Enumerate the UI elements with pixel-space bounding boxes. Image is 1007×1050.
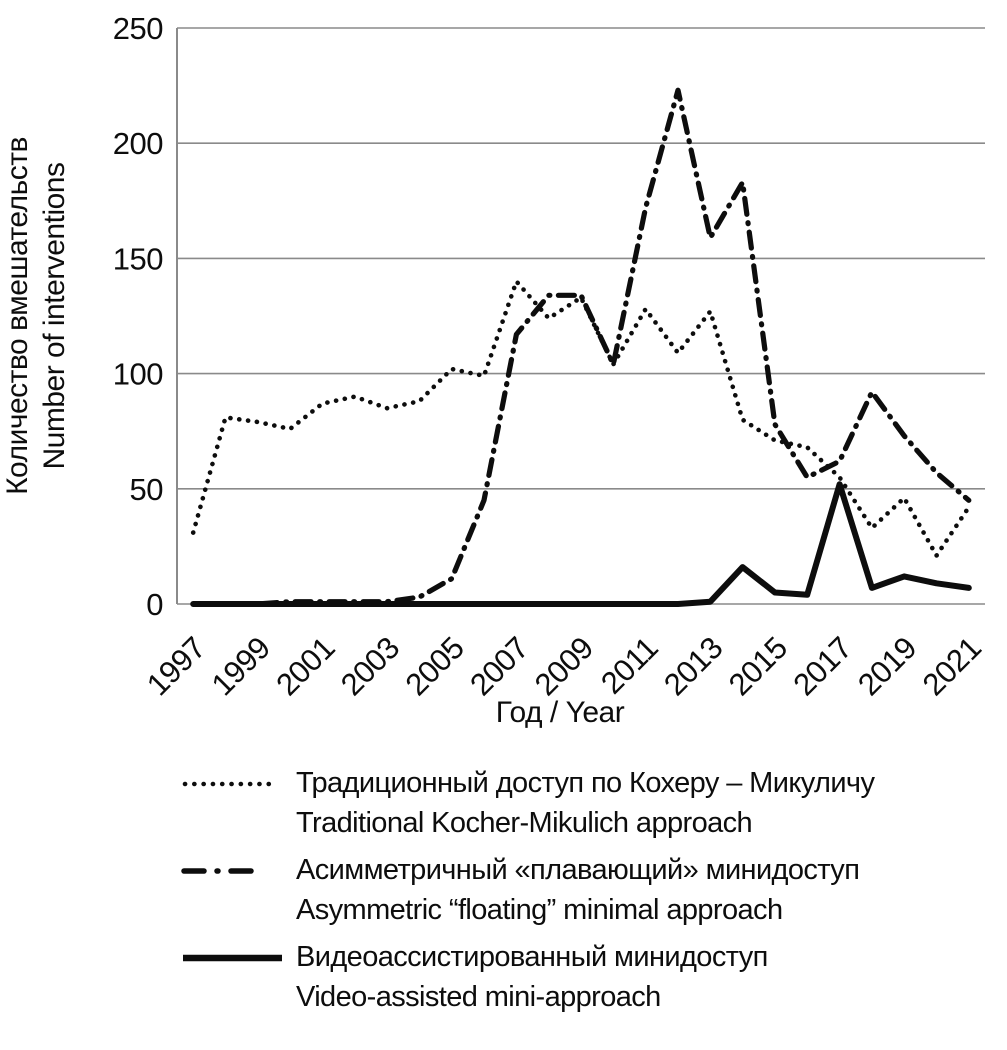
svg-text:2015: 2015: [721, 630, 794, 703]
y-axis-title-ru: Количество вмешательств: [1, 137, 34, 495]
legend-swatch-dash-dot-line: [180, 866, 282, 876]
legend-label-en: Video-assisted mini-approach: [296, 981, 661, 1013]
legend: [180, 763, 1000, 1024]
legend-label: [296, 763, 874, 843]
legend-label-en: Asymmetric “floating” minimal approach: [296, 894, 783, 926]
svg-text:2013: 2013: [657, 630, 730, 703]
legend-swatch-dotted-line: [180, 779, 282, 789]
svg-text:2007: 2007: [463, 630, 536, 703]
svg-text:1999: 1999: [204, 630, 277, 703]
x-axis-tick-labels: [140, 630, 988, 702]
data-series: [193, 90, 969, 604]
svg-text:2001: 2001: [269, 630, 342, 703]
legend-label: [296, 850, 859, 930]
svg-text:100: 100: [112, 356, 163, 392]
svg-text:2003: 2003: [333, 630, 407, 703]
legend-label-ru: Видеоассистированный минидоступ: [296, 941, 768, 973]
svg-text:2011: 2011: [594, 630, 665, 701]
svg-text:2021: 2021: [915, 630, 988, 703]
legend-row-traditional: [180, 763, 1000, 843]
series-solid-line: [193, 484, 969, 604]
x-axis-title: Год / Year: [495, 696, 625, 729]
svg-text:2017: 2017: [786, 630, 859, 703]
legend-swatch-solid-line: [180, 953, 282, 963]
legend-row-asymmetric: [180, 850, 1000, 930]
svg-text:0: 0: [146, 587, 163, 622]
legend-label-ru: Асимметричный «плавающий» минидоступ: [296, 854, 860, 886]
series-dotted-line: [193, 281, 969, 555]
svg-text:250: 250: [112, 11, 163, 46]
svg-text:2019: 2019: [851, 630, 924, 703]
svg-text:2005: 2005: [398, 630, 471, 703]
svg-text:1997: 1997: [140, 630, 213, 703]
legend-label: [296, 937, 768, 1017]
legend-row-video-assisted: [180, 937, 1000, 1017]
legend-label-en: Traditional Kocher-Mikulich approach: [296, 807, 753, 839]
legend-label-ru: Традиционный доступ по Кохеру – Микуличу: [296, 767, 875, 799]
svg-text:50: 50: [129, 471, 163, 507]
svg-text:2009: 2009: [527, 630, 600, 703]
y-axis-tick-labels: [113, 11, 163, 622]
svg-text:150: 150: [112, 241, 163, 277]
y-axis-title-en: Number of interventions: [38, 162, 71, 470]
svg-text:200: 200: [112, 126, 163, 162]
